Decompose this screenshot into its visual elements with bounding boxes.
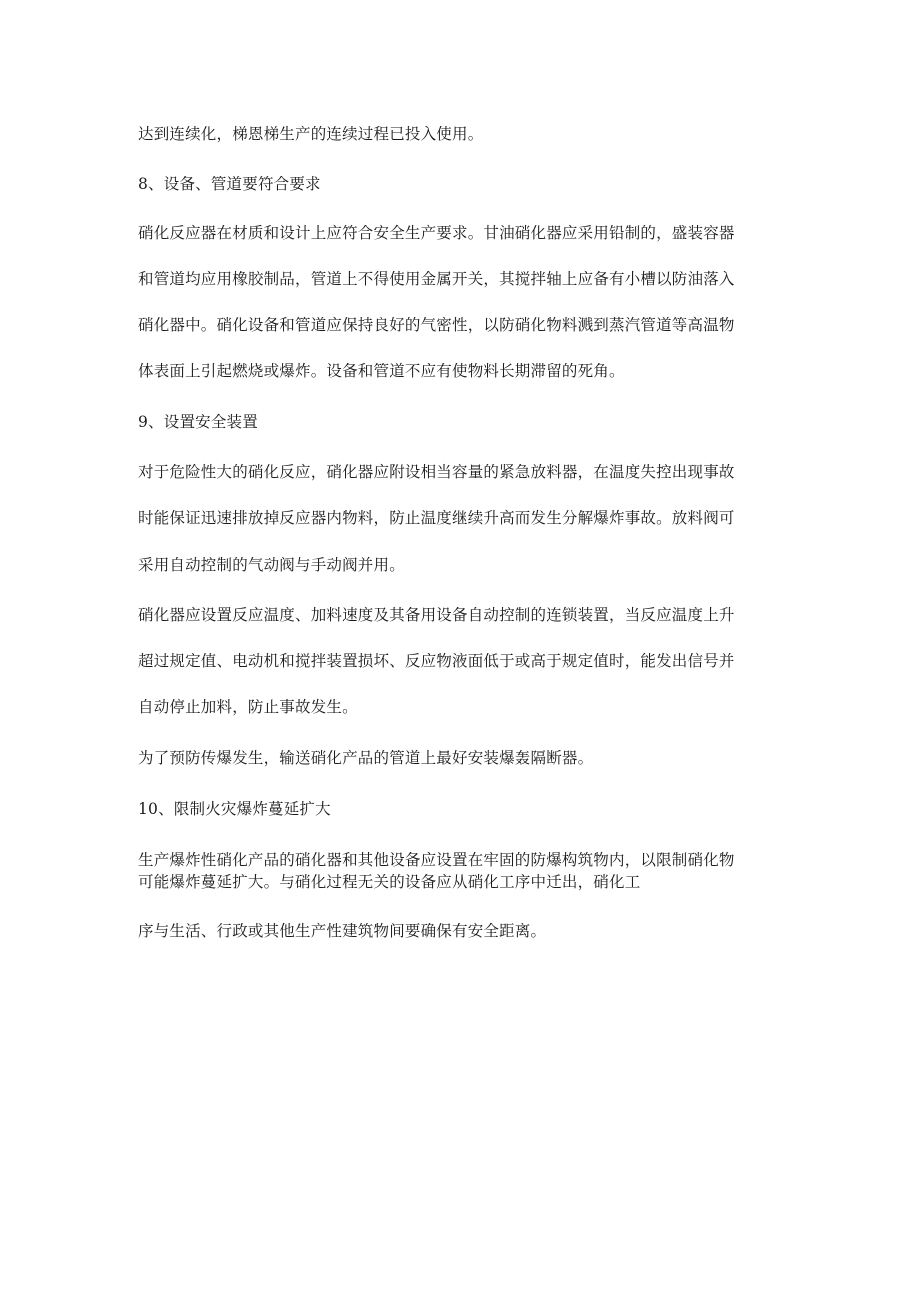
paragraph-line: 时能保证迅速排放掉反应器内物料，防止温度继续升高而发生分解爆炸事故。放料阀可 xyxy=(138,509,735,527)
paragraph-line: 和管道均应用橡胶制品，管道上不得使用金属开关，其搅拌轴上应备有小槽以防油落入 xyxy=(138,270,735,288)
paragraph-line: 生产爆炸性硝化产品的硝化器和其他设备应设置在牢固的防爆构筑物内，以限制硝化物 xyxy=(138,851,735,869)
paragraph-line: 体表面上引起燃烧或爆炸。设备和管道不应有使物料长期滞留的死角。 xyxy=(138,362,625,380)
paragraph-line: 对于危险性大的硝化反应，硝化器应附设相当容量的紧急放料器，在温度失控出现事故 xyxy=(138,463,735,481)
section-heading-9: 9、设置安全装置 xyxy=(138,413,258,431)
paragraph-line: 采用自动控制的气动阀与手动阀并用。 xyxy=(138,556,405,574)
paragraph-line: 超过规定值、电动机和搅拌装置损坏、反应物液面低于或高于规定值时，能发出信号并 xyxy=(138,652,735,670)
paragraph-line: 序与生活、行政或其他生产性建筑物间要确保有安全距离。 xyxy=(138,922,547,940)
paragraph-line: 硝化反应器在材质和设计上应符合安全生产要求。甘油硝化器应采用铅制的，盛装容器 xyxy=(138,224,735,242)
section-heading-10: 10、限制火灾爆炸蔓延扩大 xyxy=(138,800,331,818)
paragraph-line: 硝化器中。硝化设备和管道应保持良好的气密性，以防硝化物料溅到蒸汽管道等高温物 xyxy=(138,316,735,334)
section-heading-8: 8、设备、管道要符合要求 xyxy=(138,175,321,193)
paragraph-line: 可能爆炸蔓延扩大。与硝化过程无关的设备应从硝化工序中迁出，硝化工 xyxy=(138,873,641,891)
paragraph-line: 自动停止加料，防止事故发生。 xyxy=(138,698,358,716)
paragraph-line: 达到连续化，梯恩梯生产的连续过程已投入使用。 xyxy=(138,125,484,143)
paragraph-line: 为了预防传爆发生，输送硝化产品的管道上最好安装爆轰隔断器。 xyxy=(138,749,594,767)
paragraph-line: 硝化器应设置反应温度、加料速度及其备用设备自动控制的连锁装置，当反应温度上升 xyxy=(138,606,735,624)
